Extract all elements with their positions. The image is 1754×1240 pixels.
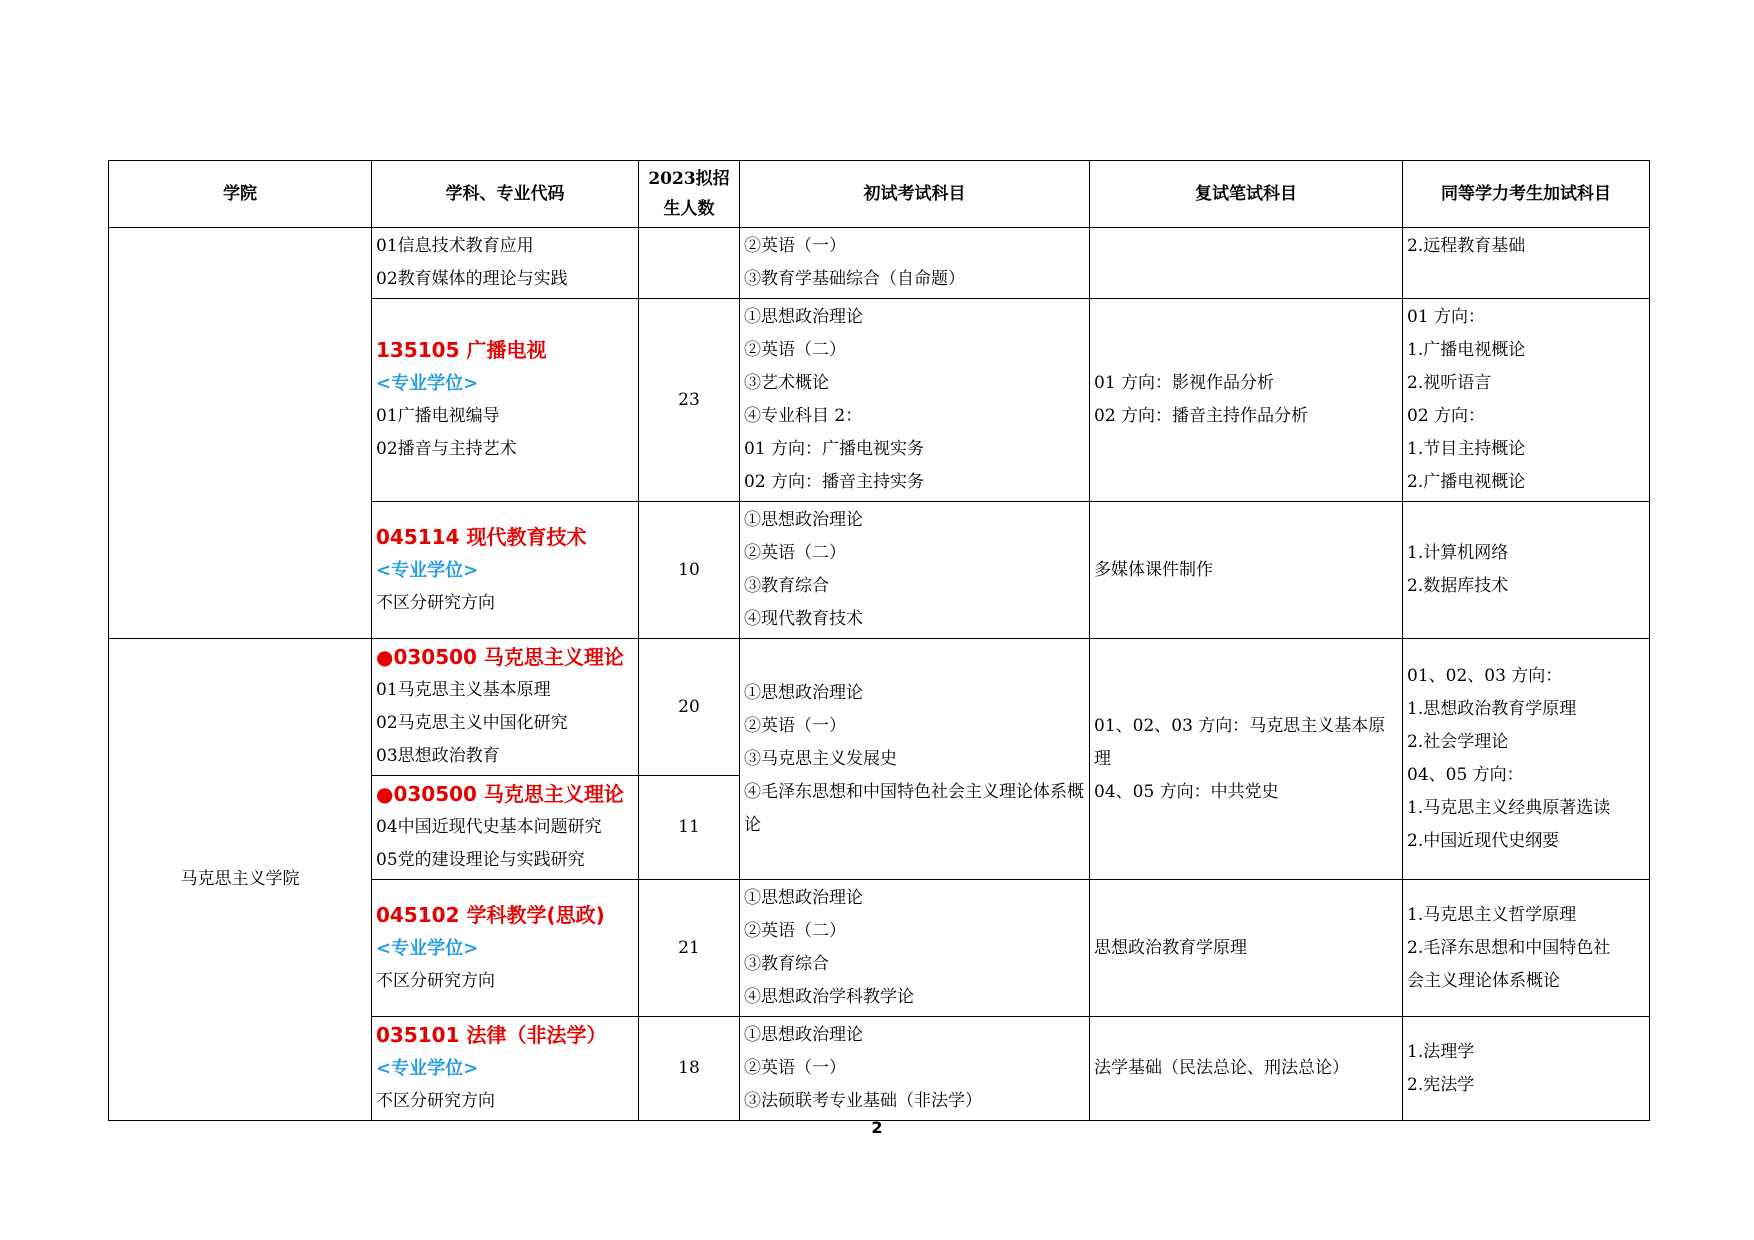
subject-line: 2.远程教育基础 — [1407, 236, 1526, 256]
college-cell-blank — [109, 228, 372, 639]
retest-exam-cell — [1090, 299, 1403, 502]
initial-exam-cell — [740, 502, 1090, 639]
subject-line: ①思想政治理论 — [744, 510, 863, 530]
subject-line: ③法硕联考专业基础（非法学） — [744, 1091, 982, 1111]
subject-line: 1.法理学 — [1407, 1041, 1475, 1062]
subject-line: ④思想政治学科教学论 — [744, 987, 914, 1007]
subject-line: 法学基础（民法总论、刑法总论） — [1094, 1058, 1349, 1078]
quota-cell: 23 — [639, 299, 740, 502]
major-code: 035101 法律（非法学） — [376, 1023, 607, 1047]
quota-cell — [639, 228, 740, 299]
subject-line: 01 方向：广播电视实务 — [744, 439, 925, 459]
subject-line: 多媒体课件制作 — [1094, 559, 1213, 580]
subject-line: 2.中国近现代史纲要 — [1407, 831, 1560, 851]
subject-line: 2.视听语言 — [1407, 373, 1492, 393]
header-quota: 2023拟招生人数 — [639, 161, 740, 228]
subject-line: ③教育综合 — [744, 576, 829, 596]
subject-line: ①思想政治理论 — [744, 888, 863, 908]
table-row — [109, 228, 1650, 299]
subject-line: ③教育综合 — [744, 954, 829, 974]
subject-line: ①思想政治理论 — [744, 307, 863, 327]
major-cell — [372, 502, 639, 639]
degree-type: <专业学位> — [376, 559, 479, 581]
degree-type: <专业学位> — [376, 1058, 479, 1079]
direction-line: 不区分研究方向 — [376, 592, 495, 613]
header-retest-exam: 复试笔试科目 — [1090, 161, 1403, 228]
equiv-exam-cell — [1403, 228, 1650, 299]
subject-line: 1.广播电视概论 — [1407, 340, 1526, 360]
subject-line: 01、02、03 方向：马克思主义基本原理 — [1094, 715, 1386, 769]
subject-line: 01 方向：影视作品分析 — [1094, 373, 1275, 393]
major-cell — [372, 776, 639, 880]
quota-cell: 11 — [639, 776, 740, 880]
direction-line: 03思想政治教育 — [376, 746, 500, 766]
subject-line: ④毛泽东思想和中国特色社会主义理论体系概论 — [744, 781, 1084, 835]
table-row — [109, 639, 1650, 776]
direction-line: 05党的建设理论与实践研究 — [376, 850, 585, 870]
subject-line: 1.马克思主义哲学原理 — [1407, 904, 1577, 925]
subject-line: 2.宪法学 — [1407, 1074, 1475, 1095]
header-initial-exam: 初试考试科目 — [740, 161, 1090, 228]
subject-line: 04、05 方向： — [1407, 765, 1524, 785]
subject-line: ①思想政治理论 — [744, 682, 863, 703]
equiv-exam-cell — [1403, 502, 1650, 639]
quota-cell: 20 — [639, 639, 740, 776]
retest-exam-cell — [1090, 502, 1403, 639]
initial-exam-cell — [740, 880, 1090, 1017]
subject-line: 1.节目主持概论 — [1407, 439, 1526, 459]
header-major-code: 学科、专业代码 — [372, 161, 639, 228]
subject-line: 思想政治教育学原理 — [1094, 937, 1247, 958]
major-code: ●030500 马克思主义理论 — [376, 645, 624, 669]
subject-line: ③艺术概论 — [744, 373, 829, 393]
major-cell — [372, 1017, 639, 1121]
subject-line: ②英语（二） — [744, 340, 846, 360]
subject-line: 会主义理论体系概论 — [1407, 970, 1560, 991]
subject-line: 1.马克思主义经典原著选读 — [1407, 798, 1611, 818]
direction-line: 01信息技术教育应用 — [376, 236, 534, 256]
subject-line: ②英语（一） — [744, 715, 846, 736]
quota-cell: 18 — [639, 1017, 740, 1121]
equiv-exam-cell — [1403, 639, 1650, 880]
degree-type: <专业学位> — [376, 373, 479, 394]
equiv-exam-cell — [1403, 299, 1650, 502]
retest-exam-cell — [1090, 1017, 1403, 1121]
major-code: 045102 学科教学(思政) — [376, 902, 605, 927]
equiv-exam-cell — [1403, 880, 1650, 1017]
subject-line: ①思想政治理论 — [744, 1025, 863, 1045]
subject-line: 2.毛泽东思想和中国特色社 — [1407, 937, 1611, 958]
subject-line: 1.计算机网络 — [1407, 543, 1509, 563]
direction-line: 02播音与主持艺术 — [376, 439, 517, 459]
subject-line: 01 方向： — [1407, 307, 1486, 327]
equiv-exam-cell — [1403, 1017, 1650, 1121]
subject-line: 1.思想政治教育学原理 — [1407, 699, 1577, 719]
subject-line: 02 方向： — [1407, 406, 1486, 426]
subject-line: 2.广播电视概论 — [1407, 472, 1526, 492]
retest-exam-cell — [1090, 639, 1403, 880]
major-code: 045114 现代教育技术 — [376, 524, 587, 549]
direction-line: 不区分研究方向 — [376, 1091, 495, 1111]
admissions-table — [108, 160, 1650, 1121]
subject-line: 02 方向：播音主持实务 — [744, 472, 925, 492]
subject-line: ②英语（一） — [744, 236, 846, 256]
initial-exam-cell — [740, 299, 1090, 502]
direction-line: 不区分研究方向 — [376, 970, 495, 991]
major-code: ●030500 马克思主义理论 — [376, 782, 624, 806]
page-number: 2 — [871, 1118, 883, 1137]
degree-type: <专业学位> — [376, 937, 479, 959]
subject-line: 2.数据库技术 — [1407, 576, 1509, 596]
subject-line: ③教育学基础综合（自命题） — [744, 269, 965, 289]
direction-line: 04中国近现代史基本问题研究 — [376, 817, 602, 837]
header-row — [109, 161, 1650, 228]
initial-exam-cell — [740, 1017, 1090, 1121]
initial-exam-cell — [740, 228, 1090, 299]
direction-line: 01马克思主义基本原理 — [376, 680, 551, 700]
header-college: 学院 — [109, 161, 372, 228]
direction-line: 02教育媒体的理论与实践 — [376, 269, 568, 289]
major-cell — [372, 639, 639, 776]
subject-line: ②英语（二） — [744, 543, 846, 563]
major-code: 135105 广播电视 — [376, 338, 547, 362]
direction-line: 01广播电视编导 — [376, 406, 500, 426]
subject-line: 01、02、03 方向： — [1407, 666, 1563, 686]
subject-line: ②英语（一） — [744, 1058, 846, 1078]
subject-line: ②英语（二） — [744, 921, 846, 941]
retest-exam-cell — [1090, 228, 1403, 299]
major-cell — [372, 299, 639, 502]
subject-line: ③马克思主义发展史 — [744, 748, 897, 769]
college-cell: 马克思主义学院 — [109, 639, 372, 1121]
quota-cell: 21 — [639, 880, 740, 1017]
subject-line: ④现代教育技术 — [744, 609, 863, 629]
subject-line: ④专业科目 2： — [744, 406, 863, 426]
initial-exam-cell — [740, 639, 1090, 880]
subject-line: 04、05 方向：中共党史 — [1094, 781, 1279, 802]
major-cell — [372, 880, 639, 1017]
retest-exam-cell — [1090, 880, 1403, 1017]
subject-line: 2.社会学理论 — [1407, 732, 1509, 752]
direction-line: 02马克思主义中国化研究 — [376, 713, 568, 733]
subject-line: 02 方向：播音主持作品分析 — [1094, 406, 1309, 426]
major-cell — [372, 228, 639, 299]
quota-cell: 10 — [639, 502, 740, 639]
header-equivalent-exam: 同等学力考生加试科目 — [1403, 161, 1650, 228]
